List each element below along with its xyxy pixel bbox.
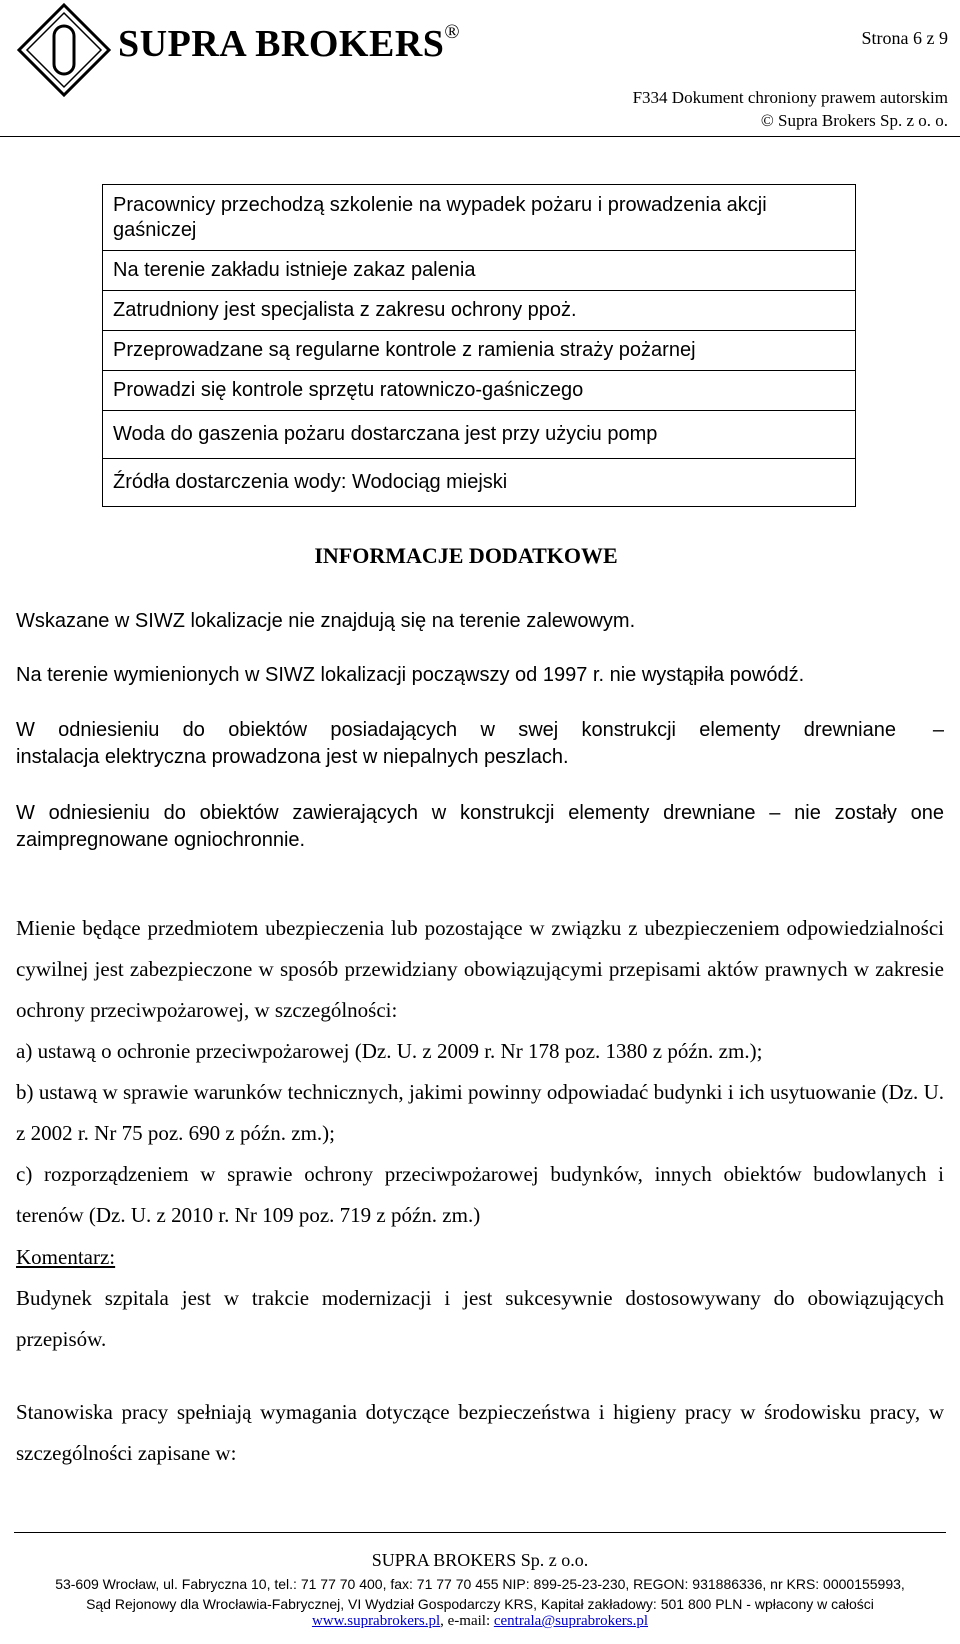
paragraph-wiring-line1: W odniesieniu do obiektów posiadających w swej konstrukcji elementy drewniane xyxy=(16,719,896,741)
footer-address: 53-609 Wrocław, ul. Fabryczna 10, tel.: 71 77 70 400, fax: 71 77 70 455 NIP: 899-25-23-230, REGON: 931886336, nr KRS: 0000155993, xyxy=(55,1576,905,1592)
website-link[interactable]: www.suprabrokers.pl xyxy=(311,1613,441,1629)
document-id: F334 Dokument chroniony prawem autorskim xyxy=(632,88,948,107)
section-heading: INFORMACJE DODATKOWE xyxy=(314,543,618,568)
header-copyright: © Supra Brokers Sp. z o. o. xyxy=(760,111,948,130)
list-item-c: c) rozporządzeniem w sprawie ochrony przeciwpożarowej budynków, innych obiektów budowlanych i terenów (Dz. U. z 2010 r. Nr 109 poz. 719 z późn. zm.) xyxy=(16,1162,944,1227)
footer-contact xyxy=(0,1613,960,1630)
brand-name: SUPRA BROKERS® xyxy=(118,21,461,65)
paragraph-intro: Mienie będące przedmiotem ubezpieczenia lub pozostające w związku z ubezpieczeniem odpowiedzialności cywilnej jest zabezpieczone w sposób przewidziany obowiązującymi przepisami aktów prawnych w zakresie ochrony przeciwpożarowej, w szczególności: xyxy=(16,916,944,1022)
fire-protection-table xyxy=(102,184,856,507)
footer-court: Sąd Rejonowy dla Wrocławia-Fabrycznej, VI Wydział Gospodarczy KRS, Kapitał zakładowy: 501 800 PLN - wpłacony w całości xyxy=(86,1596,874,1612)
table-cell: Na terenie zakładu istnieje zakaz palenia xyxy=(103,251,856,291)
header-divider xyxy=(0,136,960,137)
email-prefix: , e-mail: xyxy=(440,1613,494,1629)
email-link[interactable]: centrala@suprabrokers.pl xyxy=(493,1613,649,1629)
company-logo-icon xyxy=(14,2,114,98)
table-cell: Woda do gaszenia pożaru dostarczana jest przy użyciu pomp xyxy=(103,411,856,459)
registered-mark: ® xyxy=(444,21,461,44)
table-row xyxy=(103,459,856,507)
table-cell: Pracownicy przechodzą szkolenie na wypadek pożaru i prowadzenia akcji gaśniczej xyxy=(103,185,856,251)
paragraph-wiring-dash: – xyxy=(932,719,944,741)
table-row xyxy=(103,291,856,331)
table-cell: Przeprowadzane są regularne kontrole z ramienia straży pożarnej xyxy=(103,331,856,371)
table-row xyxy=(103,251,856,291)
paragraph-wiring xyxy=(16,717,944,771)
paragraph-flood-zone: Wskazane w SIWZ lokalizacje nie znajdują się na terenie zalewowym. xyxy=(16,610,636,632)
table-cell: Zatrudniony jest specjalista z zakresu ochrony ppoż. xyxy=(103,291,856,331)
paragraph-workstations: Stanowiska pracy spełniają wymagania dotyczące bezpieczeństwa i higieny pracy w środowisku pracy, w szczególności zapisane w: xyxy=(16,1400,944,1465)
list-item-b: b) ustawą w sprawie warunków technicznych, jakimi powinny odpowiadać budynki i ich usytuowanie (Dz. U. z 2002 r. Nr 75 poz. 690 z późn. zm.); xyxy=(16,1080,944,1145)
comment-label: Komentarz: xyxy=(16,1245,116,1269)
table-row xyxy=(103,371,856,411)
footer-divider xyxy=(14,1532,946,1533)
comment-text: Budynek szpitala jest w trakcie modernizacji i jest sukcesywnie dostosowywany do obowiązujących przepisów. xyxy=(16,1286,944,1351)
paragraph-wiring-line2: instalacja elektryczna prowadzona jest w niepalnych peszlach. xyxy=(16,746,569,768)
list-item-a: a) ustawą o ochronie przeciwpożarowej (Dz. U. z 2009 r. Nr 178 poz. 1380 z późn. zm.); xyxy=(16,1039,763,1063)
paragraph-flood-history: Na terenie wymienionych w SIWZ lokalizacji począwszy od 1997 r. nie wystąpiła powódź. xyxy=(16,664,805,686)
table-row xyxy=(103,185,856,251)
table-row xyxy=(103,331,856,371)
paragraph-impregnation: W odniesieniu do obiektów zawierających w konstrukcji elementy drewniane – nie zostały one zaimpregnowane ogniochronnie. xyxy=(16,802,944,851)
page-indicator: Strona 6 z 9 xyxy=(861,28,948,48)
table-cell: Źródła dostarczenia wody: Wodociąg miejski xyxy=(103,459,856,507)
table-row xyxy=(103,411,856,459)
footer-company: SUPRA BROKERS Sp. z o.o. xyxy=(371,1550,589,1570)
table-cell: Prowadzi się kontrole sprzętu ratowniczo-gaśniczego xyxy=(103,371,856,411)
